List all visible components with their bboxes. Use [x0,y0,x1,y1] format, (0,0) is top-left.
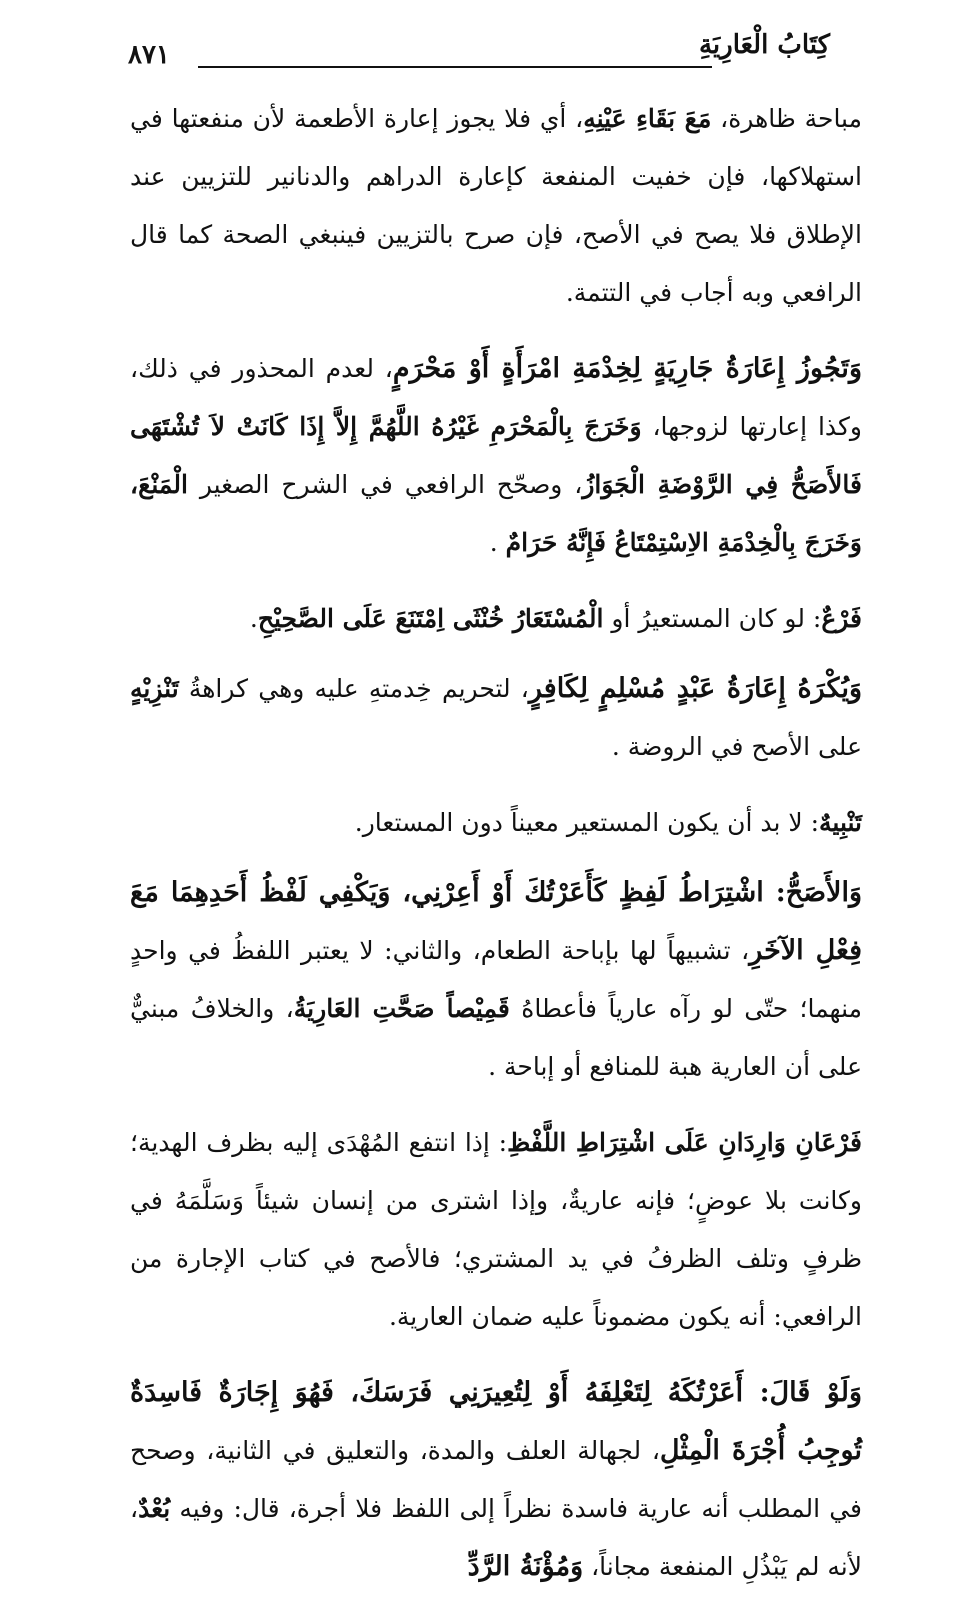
matn-text: تَنْزِيْهٍ [130,674,179,703]
paragraph-5 [130,794,862,852]
matn-lead: وَمُؤْنَةُ الرَّدِّ [467,1551,584,1582]
matn-text: قَمِيْصاً صَحَّتِ العَارِيَةُ [293,994,510,1023]
text-span: ، أي فلا يجوز إعارة الأطعمة لأن منفعتها في استهلاكها، فإن خفيت المنفعة كإعارة الدراهم والدنانير للتزيين عند الإطلاق فلا يصح في الأصح، فإن صرح بالتزيين فينبغي الصحة كما قال الرافعي وبه أجاب في التتمة. [130,104,862,307]
matn-text: وَخَرَجَ بِالْمَحْرَمِ غَيْرُهُ اللَّهُمَّ إِلاَّ إِذَا كَانَتْ لاَ تُشْتَهَى فَالأَصَحُّ فِي الرَّوْضَةِ الْجَوَازُ [130,412,862,499]
matn-lead: وَلَوْ قَالَ: أَعَرْتُكَهُ لِتَعْلِفَهُ أَوْ لِتُعِيرَنِي فَرَسَكَ، فَهُوَ إِجَارَةٌ فَاسِدَةٌ تُوجِبُ أُجْرَةَ الْمِثْلِ [130,1377,862,1466]
text-span: . [249,604,258,633]
text-span: . [489,528,506,557]
text-span: ، لأنه لم يَبْذُلِ المنفعة مجاناً، [130,1494,862,1581]
matn-text: الْمُسْتَعَارُ خُنْثَى اِمْتَنَعَ عَلَى الصَّحِيْحِ [257,604,604,633]
faran-heading: فَرْعَانِ وَارِدَانِ عَلَى اشْتِرَاطِ اللَّفْظِ [507,1128,862,1157]
paragraph-7 [130,1114,862,1346]
text-span: ، لجهالة العلف والمدة، والتعليق في الثانية، وصحح في المطلب أنه عارية فاسدة نظراً إلى اللفظ فلا أجرة، قال: وفيه [130,1436,862,1523]
matn-text: مَعَ بَقَاءِ عَيْنِهِ [583,104,712,133]
matn-lead: وَيُكْرَهُ إِعَارَةُ عَبْدٍ مُسْلِمٍ لِكَافِرٍ [528,673,863,704]
text-span: على الأصح في الروضة . [611,732,862,761]
matn-text: الْمَنْعَ، وَخَرَجَ بِالْخِدْمَةِ الاِسْتِمْتَاعُ فَإِنَّهُ حَرَامٌ [130,470,862,557]
text-span: ، تشبيهاً لها بإباحة الطعام، والثاني: لا يعتبر اللفظُ في واحدٍ منهما؛ حتّى لو رآه عارياً فأعطاهُ [130,936,863,1023]
text-span: ، لعدم المحذور في ذلك، وكذا إعارتها لزوجها، [130,354,862,441]
paragraph-3 [130,590,862,648]
paragraph-1 [130,90,862,322]
paragraph-2 [130,340,862,572]
far-heading: فَرْعٌ [821,604,862,633]
tanbih-heading: تَنْبِيهٌ [819,808,862,837]
text-span: : لو كان المستعيرُ أو [603,604,822,633]
page-number: ٨٧١ [128,40,170,70]
text-span: ، والخلافُ مبنيٌّ على أن العارية هبة للمنافع أو إباحة . [130,994,862,1081]
paragraph-6 [130,864,862,1096]
matn-lead: وَالأَصَحُّ: اشْتِرَاطُ لَفِظٍ كَأَعَرْتُكَ أَوْ أَعِرْنِي، وَيَكْفِي لَفْظُ أَحَدِهِمَا مَعَ فِعْلِ الآخَرِ [130,877,862,966]
matn-lead: وَتَجُوزُ إِعَارَةُ جَارِيَةٍ لِخِدْمَةِ امْرَأَةٍ أَوْ مَحْرَمٍ [392,353,862,384]
paragraph-4 [130,660,862,776]
running-title: كِتَابُ الْعَارِيَةِ [698,30,830,60]
page-header [128,30,830,78]
text-span: : إذا انتفع المُهْدَى إليه بظرف الهدية؛ وكانت بلا عوضٍ؛ فإنه عاريةٌ، وإذا اشترى من إنسان شيئاً وَسَلَّمَهُ في ظرفٍ وتلف الظرفُ في يد المشتري؛ فالأصح في كتاب الإجارة من الرافعي: أنه يكون مضموناً عليه ضمان العارية. [130,1128,862,1331]
text-span: : لا بد أن يكون المستعير معيناً دون المستعار. [354,808,819,837]
paragraph-8 [130,1364,862,1596]
text-span: مباحة ظاهرة، [711,104,862,133]
text-span: ، وصحّح الرافعي في الشرح الصغير [187,470,583,499]
text-span: ، لتحريم خِدمتهِ عليه وهي كراهةُ [178,674,529,703]
page-body [130,90,862,1614]
matn-text: بُعْدٌ [138,1494,171,1523]
header-rule [198,66,712,68]
